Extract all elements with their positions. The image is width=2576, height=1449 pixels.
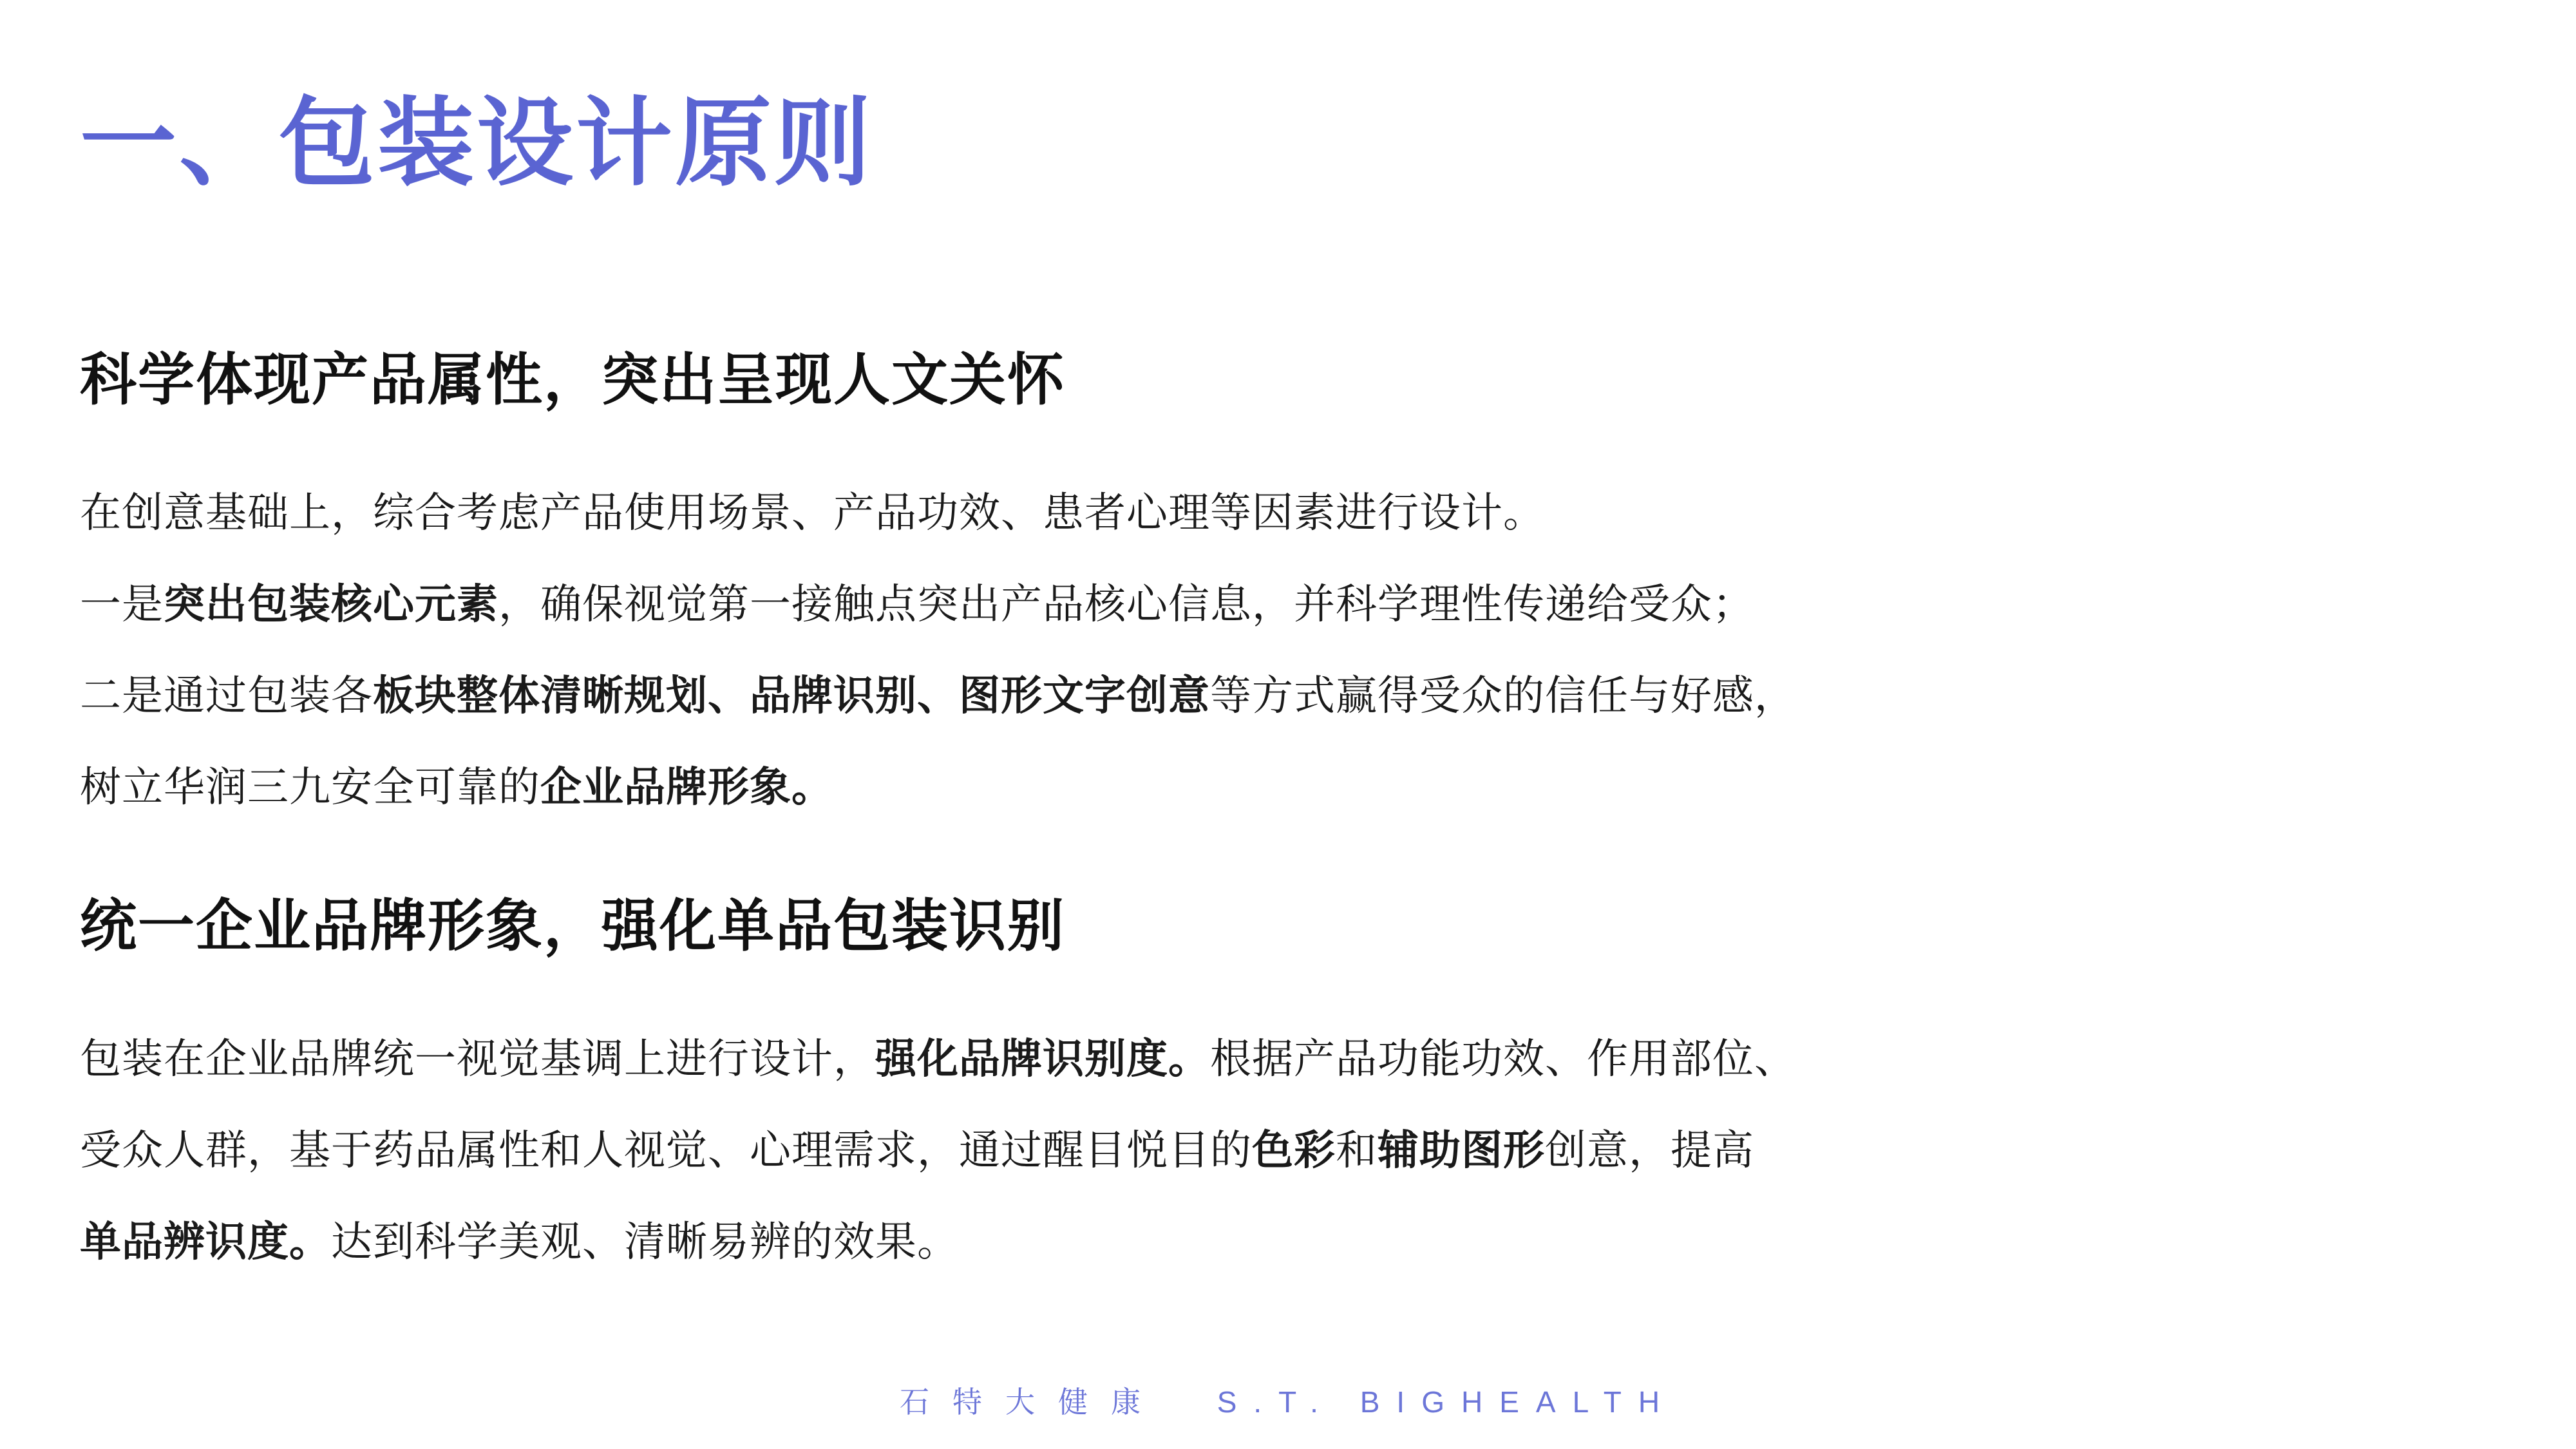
footer-brand-chinese: 石特大健康 <box>899 1385 1164 1419</box>
emphasized-text-run: 色彩 <box>1252 1127 1336 1173</box>
section-paragraph <box>80 467 2496 833</box>
paragraph-line <box>80 1013 2496 1104</box>
paragraph-line <box>80 741 2496 833</box>
section-paragraph <box>80 1013 2496 1287</box>
text-run: 包装在企业品牌统一视觉基调上进行设计， <box>80 1036 875 1082</box>
paragraph-line <box>80 467 2496 558</box>
text-run: 二是通过包装各 <box>80 672 373 719</box>
text-run: 创意，提高 <box>1545 1127 1754 1173</box>
emphasized-text-run: 辅助图形 <box>1378 1127 1545 1173</box>
text-run: 在创意基础上，综合考虑产品使用场景、产品功效、患者心理等因素进行设计。 <box>80 489 1545 536</box>
section-heading: 统一企业品牌形象，强化单品包装识别 <box>80 894 1066 958</box>
emphasized-text-run: 企业品牌形象。 <box>540 764 833 810</box>
text-run: ，确保视觉第一接触点突出产品核心信息，并科学理性传递给受众； <box>498 581 1754 627</box>
text-run: 根据产品功能功效、作用部位、 <box>1210 1036 1796 1082</box>
emphasized-text-run: 单品辨识度。 <box>80 1218 331 1265</box>
slide-content <box>0 80 2576 1287</box>
paragraph-line <box>80 1104 2496 1196</box>
emphasized-text-run: 强化品牌识别度。 <box>875 1036 1210 1082</box>
page-title: 一、包装设计原则 <box>80 89 874 197</box>
text-run: 受众人群，基于药品属性和人视觉、心理需求，通过醒目悦目的 <box>80 1127 1252 1173</box>
paragraph-line <box>80 1196 2496 1287</box>
emphasized-text-run: 突出包装核心元素 <box>164 581 498 627</box>
footer-brand-english: S.T. BIGHEALTH <box>1217 1385 1677 1419</box>
text-run: 和 <box>1336 1127 1378 1173</box>
text-run: 等方式赢得受众的信任与好感， <box>1210 672 1796 719</box>
text-run: 一是 <box>80 581 164 627</box>
paragraph-line <box>80 558 2496 650</box>
footer <box>0 1385 2576 1420</box>
text-run: 树立华润三九安全可靠的 <box>80 764 540 810</box>
text-run: 达到科学美观、清晰易辨的效果。 <box>331 1218 959 1265</box>
paragraph-line <box>80 650 2496 741</box>
emphasized-text-run: 板块整体清晰规划、品牌识别、图形文字创意 <box>373 672 1210 719</box>
sections-container <box>80 345 2496 1287</box>
section-heading: 科学体现产品属性，突出呈现人文关怀 <box>80 348 1066 412</box>
